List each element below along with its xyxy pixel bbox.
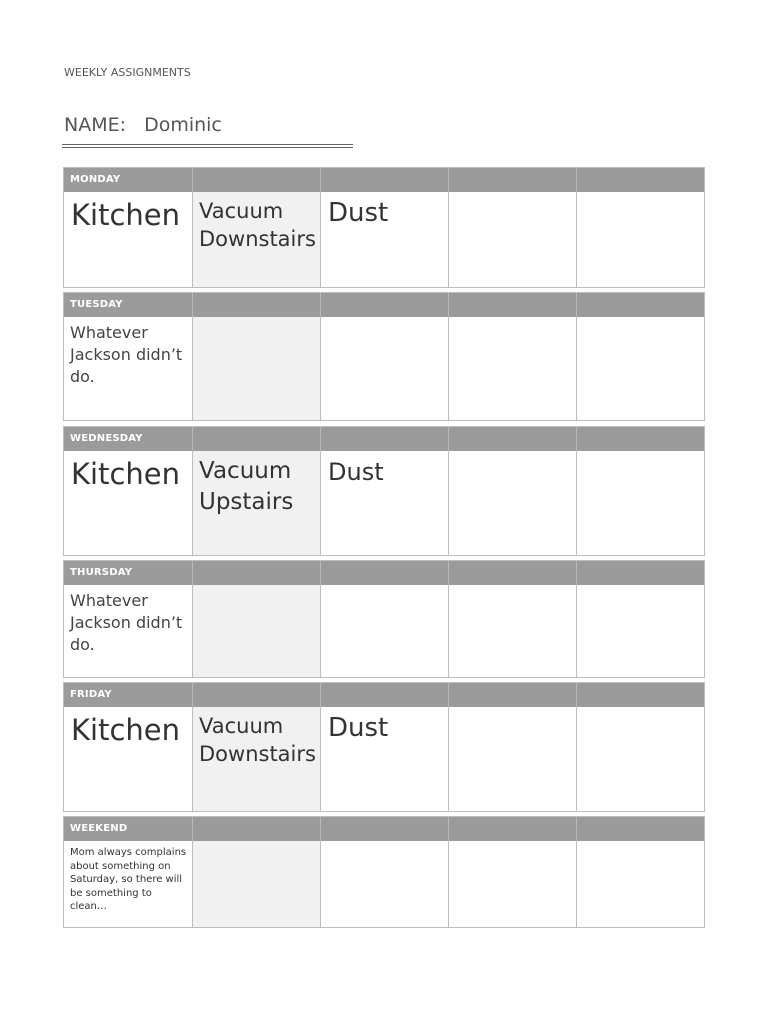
task-cell bbox=[193, 585, 321, 677]
task-cell: Kitchen bbox=[64, 192, 193, 287]
task-cell bbox=[577, 707, 704, 811]
task-cell bbox=[193, 317, 321, 420]
task-cell: Kitchen bbox=[64, 707, 193, 811]
task-cell: Dust bbox=[321, 707, 449, 811]
day-row-monday bbox=[64, 192, 704, 287]
day-label-thursday: THURSDAY bbox=[64, 561, 193, 585]
task-cell: Vacuum Upstairs bbox=[193, 451, 321, 555]
day-block-tuesday bbox=[63, 292, 705, 421]
task-cell: Whatever Jackson didn’t do. bbox=[64, 317, 193, 420]
task-cell bbox=[577, 317, 704, 420]
day-header-wednesday bbox=[64, 427, 704, 451]
task-cell bbox=[321, 841, 449, 927]
name-value: Dominic bbox=[144, 114, 222, 136]
task-cell bbox=[577, 585, 704, 677]
task-cell: Kitchen bbox=[64, 451, 193, 555]
task-cell: Mom always complains about something on Saturday, so there will be something to clean… bbox=[64, 841, 193, 927]
name-line bbox=[64, 114, 222, 136]
task-cell: Dust bbox=[321, 451, 449, 555]
name-label: NAME: bbox=[64, 114, 127, 136]
day-row-friday bbox=[64, 707, 704, 811]
day-block-wednesday bbox=[63, 426, 705, 556]
day-block-weekend bbox=[63, 816, 705, 928]
day-row-tuesday bbox=[64, 317, 704, 420]
task-cell: Whatever Jackson didn’t do. bbox=[64, 585, 193, 677]
task-cell bbox=[321, 585, 449, 677]
day-header-weekend bbox=[64, 817, 704, 841]
task-cell bbox=[577, 841, 704, 927]
task-cell bbox=[577, 451, 704, 555]
task-cell bbox=[449, 192, 577, 287]
day-block-monday bbox=[63, 167, 705, 288]
day-block-friday bbox=[63, 682, 705, 812]
task-cell bbox=[449, 451, 577, 555]
day-row-wednesday bbox=[64, 451, 704, 555]
day-header-tuesday bbox=[64, 293, 704, 317]
task-cell bbox=[321, 317, 449, 420]
document-title: WEEKLY ASSIGNMENTS bbox=[64, 66, 191, 79]
day-header-monday bbox=[64, 168, 704, 192]
task-cell bbox=[449, 585, 577, 677]
name-underline bbox=[62, 144, 353, 145]
task-cell: Vacuum Downstairs bbox=[193, 192, 321, 287]
task-cell bbox=[449, 317, 577, 420]
day-label-monday: MONDAY bbox=[64, 168, 193, 192]
task-cell bbox=[449, 841, 577, 927]
task-cell: Dust bbox=[321, 192, 449, 287]
name-underline-double bbox=[62, 147, 353, 148]
task-cell: Vacuum Downstairs bbox=[193, 707, 321, 811]
day-header-friday bbox=[64, 683, 704, 707]
day-row-weekend bbox=[64, 841, 704, 927]
task-cell bbox=[577, 192, 704, 287]
day-header-thursday bbox=[64, 561, 704, 585]
day-label-wednesday: WEDNESDAY bbox=[64, 427, 193, 451]
day-label-friday: FRIDAY bbox=[64, 683, 193, 707]
day-row-thursday bbox=[64, 585, 704, 677]
day-label-tuesday: TUESDAY bbox=[64, 293, 193, 317]
task-cell bbox=[193, 841, 321, 927]
day-label-weekend: WEEKEND bbox=[64, 817, 193, 841]
task-cell bbox=[449, 707, 577, 811]
day-block-thursday bbox=[63, 560, 705, 678]
